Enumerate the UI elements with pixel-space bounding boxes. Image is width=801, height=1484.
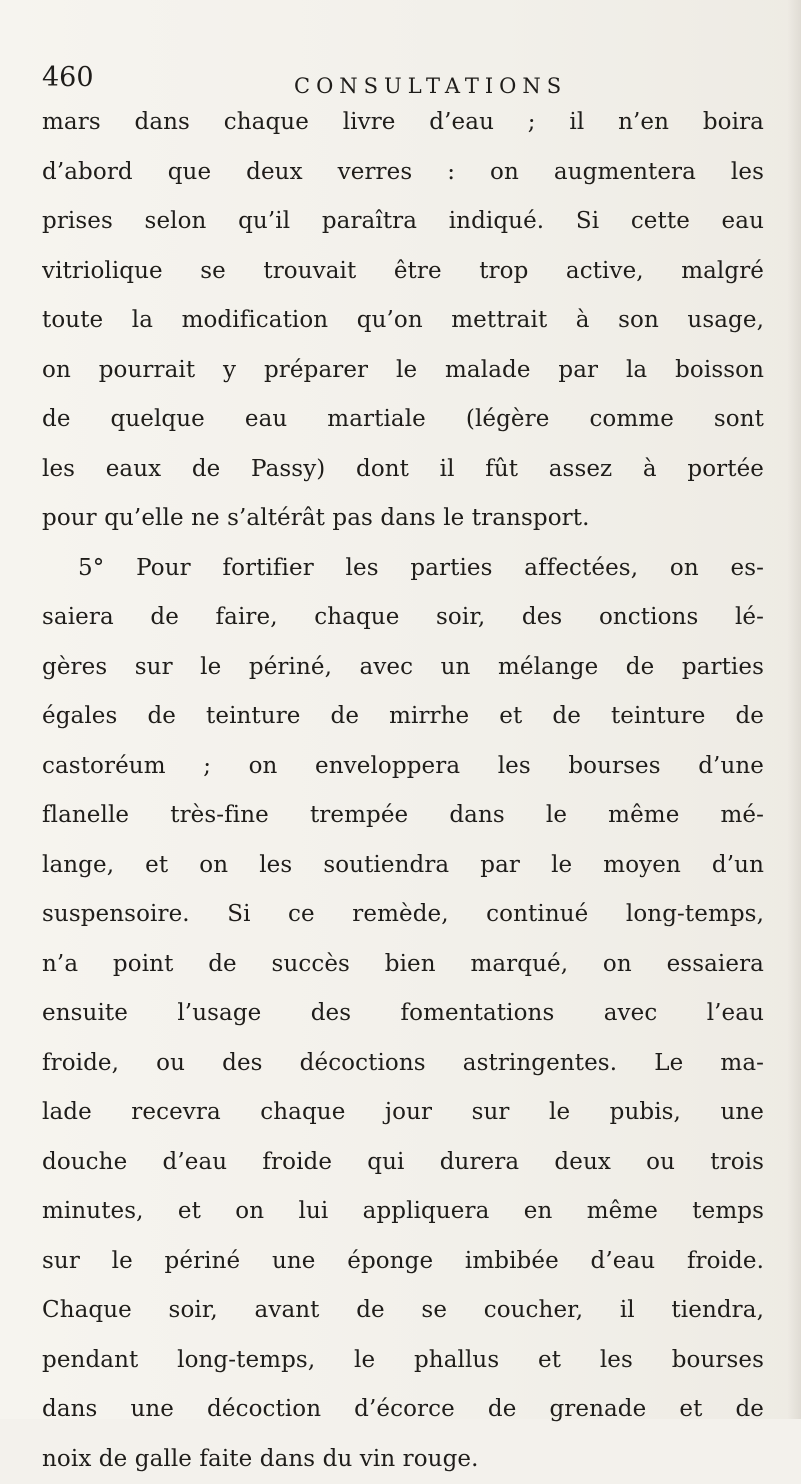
page-number: 460 [42,62,94,94]
text-line: pour qu’elle ne s’altérât pas dans le transport. [42,494,764,544]
text-line: égales de teinture de mirrhe et de teinture de [42,692,764,742]
text-line: minutes, et on lui appliquera en même temps [42,1187,764,1237]
text-line: douche d’eau froide qui durera deux ou trois [42,1138,764,1188]
text-line: sur le périné une éponge imbibée d’eau froide. [42,1237,764,1287]
text-line: pendant long-temps, le phallus et les bourses [42,1336,764,1386]
running-title: CONSULTATIONS [294,74,567,98]
text-line: gères sur le périné, avec un mélange de parties [42,643,764,693]
text-line: on pourrait y préparer le malade par la boisson [42,346,764,396]
text-line: flanelle très-fine trempée dans le même mé- [42,791,764,841]
text-line: prises selon qu’il paraîtra indiqué. Si cette eau [42,197,764,247]
text-line: ensuite l’usage des fomentations avec l’eau [42,989,764,1039]
text-line: d’abord que deux verres : on augmentera les [42,148,764,198]
text-line: dans une décoction d’écorce de grenade et de [42,1385,764,1435]
text-line-paragraph-start: 5° Pour fortifier les parties affectées, on es- [42,544,764,594]
text-line: noix de galle faite dans du vin rouge. [42,1435,764,1484]
text-line: saiera de faire, chaque soir, des onctions lé- [42,593,764,643]
text-line: vitriolique se trouvait être trop active, malgré [42,247,764,297]
text-line: lange, et on les soutiendra par le moyen d’un [42,841,764,891]
text-line: les eaux de Passy) dont il fût assez à portée [42,445,764,495]
text-line: toute la modification qu’on mettrait à son usage, [42,296,764,346]
text-line: froide, ou des décoctions astringentes. Le ma- [42,1039,764,1089]
text-line: lade recevra chaque jour sur le pubis, une [42,1088,764,1138]
text-line: castoréum ; on enveloppera les bourses d’une [42,742,764,792]
text-line: n’a point de succès bien marqué, on essaiera [42,940,764,990]
page-edge-shadow [787,0,801,1419]
text-line: mars dans chaque livre d’eau ; il n’en boira [42,98,764,148]
text-line: suspensoire. Si ce remède, continué long-temps, [42,890,764,940]
body-text [42,98,764,1484]
text-line: de quelque eau martiale (légère comme sont [42,395,764,445]
text-line: Chaque soir, avant de se coucher, il tiendra, [42,1286,764,1336]
